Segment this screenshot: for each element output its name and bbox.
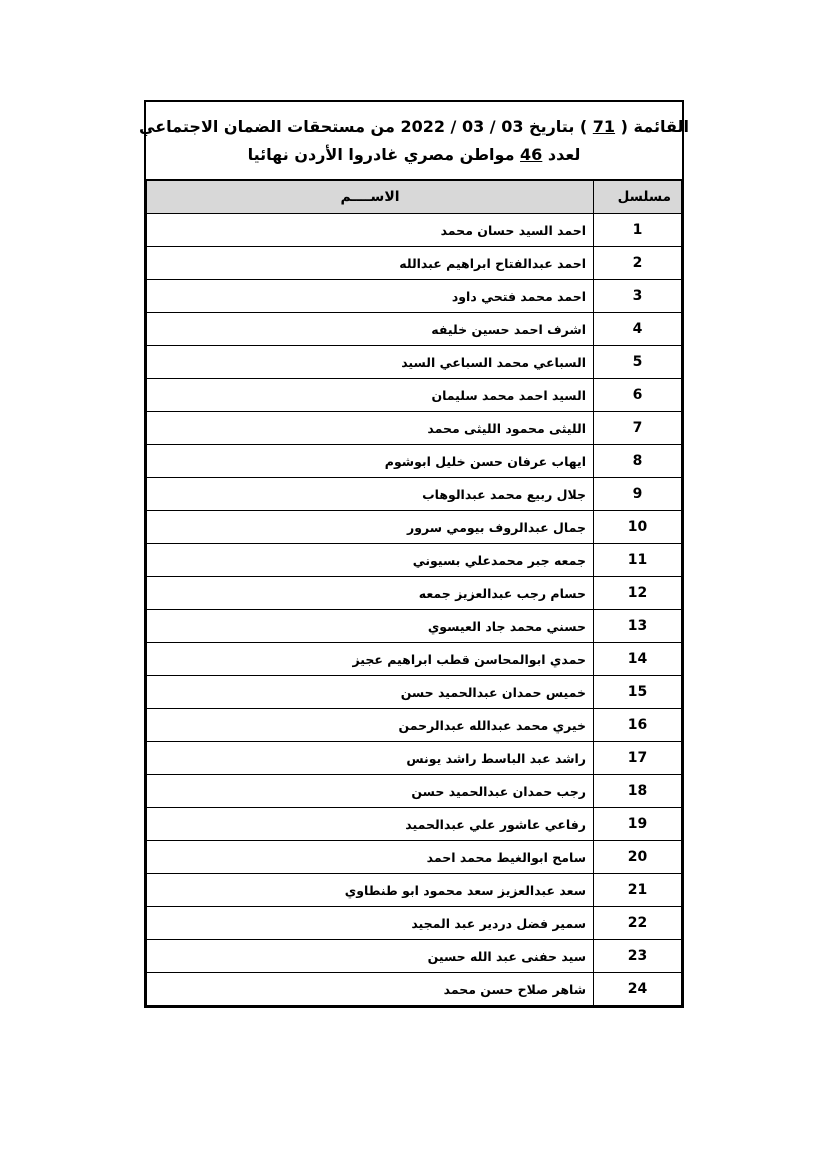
title-line2-pre: لعدد [542, 144, 581, 164]
column-header-serial: مسلسل [594, 181, 682, 214]
table-row [147, 445, 682, 478]
table-row [147, 280, 682, 313]
names-table [146, 180, 682, 1006]
table-row [147, 577, 682, 610]
name-cell: حسني محمد جاد العيسوي [147, 610, 594, 643]
name-cell: حمدي ابوالمحاسن قطب ابراهيم عجيز [147, 643, 594, 676]
serial-cell: 24 [594, 973, 682, 1006]
title-line-2 [248, 141, 581, 169]
serial-cell: 6 [594, 379, 682, 412]
column-header-name: الاســــم [147, 181, 594, 214]
name-cell: احمد عبدالفتاح ابراهيم عبدالله [147, 247, 594, 280]
table-row [147, 907, 682, 940]
name-cell: احمد السيد حسان محمد [147, 214, 594, 247]
serial-cell: 21 [594, 874, 682, 907]
table-row [147, 379, 682, 412]
name-cell: احمد محمد فتحي داود [147, 280, 594, 313]
table-row [147, 808, 682, 841]
serial-cell: 12 [594, 577, 682, 610]
title-line1-post: ) بتاريخ 03 / 03 / 2022 من مستحقات الضمان الاجتماعي [139, 116, 593, 136]
serial-cell: 14 [594, 643, 682, 676]
serial-cell: 1 [594, 214, 682, 247]
name-cell: سيد حفنى عبد الله حسين [147, 940, 594, 973]
name-cell: رجب حمدان عبدالحميد حسن [147, 775, 594, 808]
table-row [147, 940, 682, 973]
serial-cell: 9 [594, 478, 682, 511]
table-row [147, 874, 682, 907]
name-cell: رفاعي عاشور علي عبدالحميد [147, 808, 594, 841]
table-row [147, 511, 682, 544]
table-header-row [147, 181, 682, 214]
name-cell: السباعي محمد السباعي السيد [147, 346, 594, 379]
serial-cell: 15 [594, 676, 682, 709]
table-row [147, 841, 682, 874]
name-cell: سامح ابوالغيط محمد احمد [147, 841, 594, 874]
table-row [147, 214, 682, 247]
name-cell: راشد عبد الباسط راشد يونس [147, 742, 594, 775]
serial-cell: 7 [594, 412, 682, 445]
name-cell: جلال ربيع محمد عبدالوهاب [147, 478, 594, 511]
name-cell: سمير فضل دردير عبد المجيد [147, 907, 594, 940]
table-row [147, 643, 682, 676]
serial-cell: 2 [594, 247, 682, 280]
title-line2-post: مواطن مصري غادروا الأردن نهائيا [247, 144, 521, 164]
table-row [147, 247, 682, 280]
table-row [147, 478, 682, 511]
name-cell: خيري محمد عبدالله عبدالرحمن [147, 709, 594, 742]
serial-cell: 16 [594, 709, 682, 742]
table-row [147, 973, 682, 1006]
name-cell: جمعه جبر محمدعلي بسيوني [147, 544, 594, 577]
title-line1-pre: القائمة ( [615, 116, 689, 136]
title-line-1 [139, 113, 689, 141]
serial-cell: 4 [594, 313, 682, 346]
serial-cell: 3 [594, 280, 682, 313]
document-table [139, 100, 689, 1008]
table-row [147, 775, 682, 808]
name-cell: خميس حمدان عبدالحميد حسن [147, 676, 594, 709]
name-cell: سعد عبدالعزيز سعد محمود ابو طنطاوي [147, 874, 594, 907]
table-row [147, 709, 682, 742]
serial-cell: 22 [594, 907, 682, 940]
count-number: 46 [520, 144, 543, 164]
title-block [139, 102, 689, 180]
serial-cell: 20 [594, 841, 682, 874]
serial-cell: 8 [594, 445, 682, 478]
name-cell: ايهاب عرفان حسن خليل ابوشوم [147, 445, 594, 478]
table-row [147, 313, 682, 346]
name-cell: اشرف احمد حسين خليفه [147, 313, 594, 346]
serial-cell: 13 [594, 610, 682, 643]
name-cell: الليثى محمود الليثى محمد [147, 412, 594, 445]
table-row [147, 742, 682, 775]
name-cell: جمال عبدالروف بيومي سرور [147, 511, 594, 544]
name-cell: السيد احمد محمد سليمان [147, 379, 594, 412]
table-row [147, 544, 682, 577]
serial-cell: 10 [594, 511, 682, 544]
serial-cell: 17 [594, 742, 682, 775]
name-cell: شاهر صلاح حسن محمد [147, 973, 594, 1006]
serial-cell: 19 [594, 808, 682, 841]
table-row [147, 610, 682, 643]
list-number: 71 [592, 116, 616, 136]
serial-cell: 11 [594, 544, 682, 577]
table-row [147, 676, 682, 709]
serial-cell: 18 [594, 775, 682, 808]
serial-cell: 23 [594, 940, 682, 973]
table-row [147, 346, 682, 379]
table-row [147, 412, 682, 445]
serial-cell: 5 [594, 346, 682, 379]
name-cell: حسام رجب عبدالعزيز جمعه [147, 577, 594, 610]
